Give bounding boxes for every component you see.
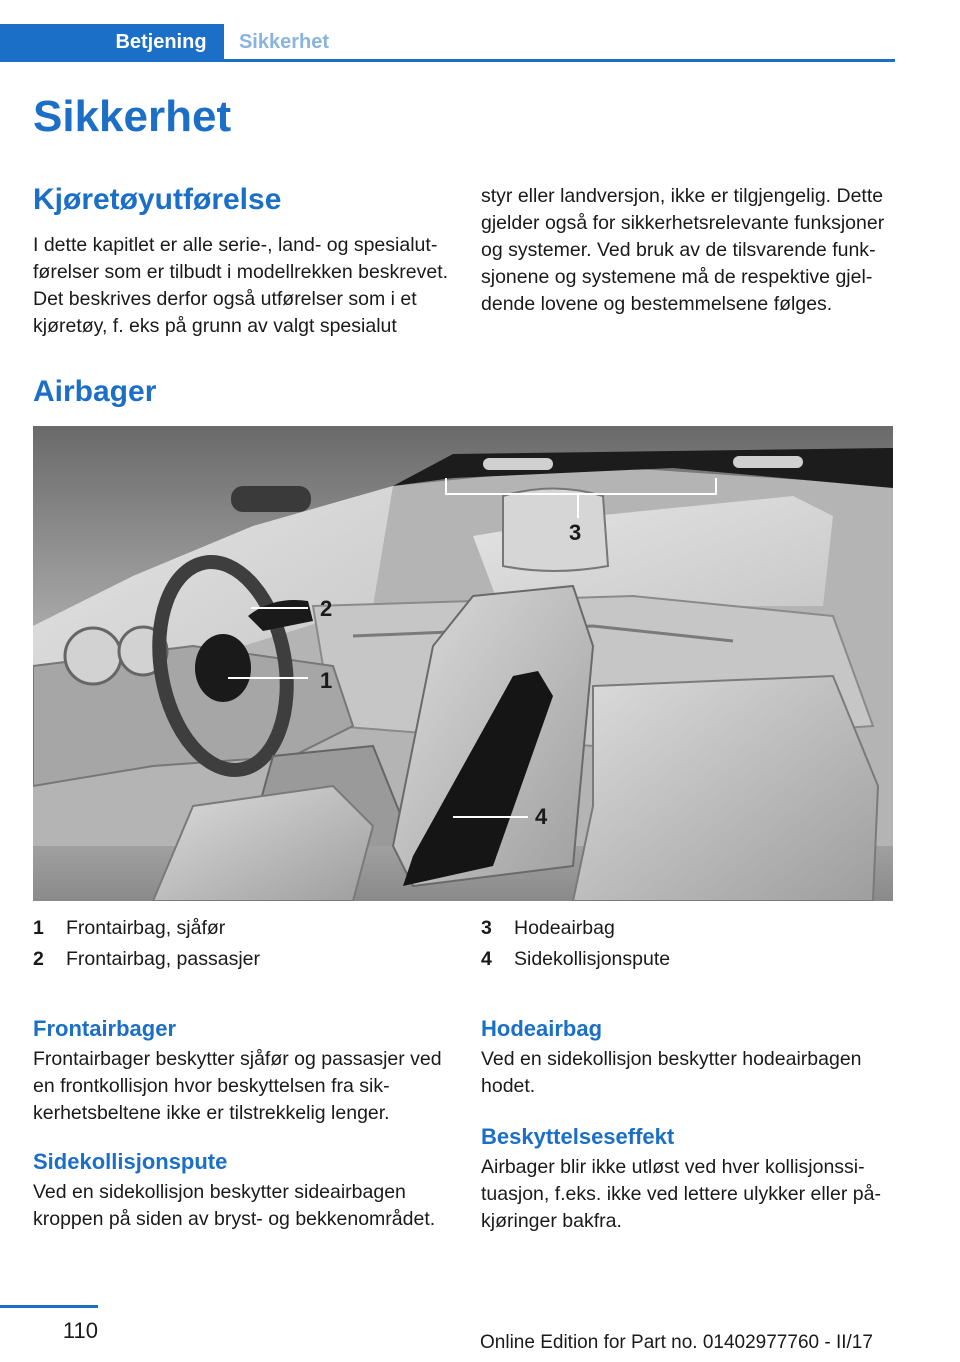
vehicle-text-col1: I dette kapitlet er alle serie-, land- og spesialutførelser som er tilbudt i modellrekken beskrevet. Det beskrives derfor også utførelser som i et kjøretøy, f. eks på grunn av valgt spesialut — [33, 234, 449, 337]
tab-accent-block — [0, 24, 98, 60]
legend-number: 2 — [33, 948, 44, 970]
legend-number: 4 — [481, 948, 492, 970]
legend-label: Frontairbag, sjåfør — [66, 917, 226, 939]
callout-1-label: 1 — [320, 668, 333, 693]
gauge-left — [65, 628, 121, 684]
callout-4-label: 4 — [535, 804, 548, 829]
headrest — [503, 489, 608, 572]
section-text: Ved en sidekollisjon beskytter hodeairbagen hodet. — [481, 1048, 862, 1097]
callout-2-label: 2 — [320, 596, 333, 621]
grab-handle-rear — [733, 456, 803, 468]
tab-betjening[interactable]: Betjening — [98, 24, 224, 60]
rear-mirror — [231, 486, 311, 512]
section-heading: Sidekollisjonspute — [33, 1149, 228, 1174]
section-hodeairbag — [481, 1014, 911, 1100]
section-heading: Beskyttelseseffekt — [481, 1124, 675, 1149]
section-frontairbager — [33, 1014, 463, 1127]
interior-drawing — [33, 426, 893, 901]
legend-item — [33, 913, 453, 944]
tab-underline — [0, 59, 895, 62]
legend-item — [481, 944, 901, 975]
legend-label: Hodeairbag — [514, 917, 615, 939]
legend-number: 3 — [481, 917, 492, 939]
section-sidekollisjonspute — [33, 1147, 463, 1233]
page-title: Sikkerhet — [33, 92, 232, 141]
section-heading: Hodeairbag — [481, 1016, 603, 1041]
page-number-bar — [0, 1305, 98, 1308]
steering-hub-airbag — [195, 634, 251, 702]
section-heading: Frontairbager — [33, 1016, 177, 1041]
page-number: 110 — [62, 1318, 98, 1343]
tab-sikkerhet[interactable]: Sikkerhet — [238, 31, 330, 53]
legend-item — [481, 913, 901, 944]
section-text: Airbager blir ikke utløst ved hver kollisjonssituasjon, f.eks. ikke ved lettere ulykker eller påkjøringer bakfra. — [481, 1156, 881, 1232]
legend-label: Frontairbag, passasjer — [66, 948, 261, 970]
footer-edition: Online Edition for Part no. 01402977760 - II/17 — [480, 1332, 873, 1353]
legend-label: Sidekollisjonspute — [514, 948, 671, 970]
airbag-heading: Airbager — [33, 375, 157, 408]
grab-handle-front — [483, 458, 553, 470]
section-beskyttelseseffekt — [481, 1122, 911, 1235]
legend-number: 1 — [33, 917, 44, 939]
vehicle-text-col2: styr eller landversjon, ikke er tilgjengelig. Dette gjelder også for sikkerhetsrelevante funksjoner og systemer. Ved bruk av de tilsvarende funksjonene og systemene må de respektive gjeldende lovene og bestemmelsene følges. — [481, 185, 885, 315]
callout-3-label: 3 — [569, 520, 582, 545]
vehicle-heading: Kjøretøyutførelse — [33, 183, 282, 216]
section-text: Frontairbager beskytter sjåfør og passasjer ved en frontkollisjon hvor beskyttelsen fra sikkerhetsbeltene ikke er tilstrekkelig lenger. — [33, 1048, 442, 1124]
legend-item — [33, 944, 453, 975]
figure-legend-left — [33, 913, 453, 975]
header-tab-bar — [0, 24, 895, 62]
rear-seat — [573, 676, 878, 901]
car-interior-illustration — [33, 426, 893, 901]
figure-legend-right — [481, 913, 901, 975]
section-text: Ved en sidekollisjon beskytter sideairbagen kroppen på siden av bryst- og bekkenområdet. — [33, 1181, 436, 1230]
